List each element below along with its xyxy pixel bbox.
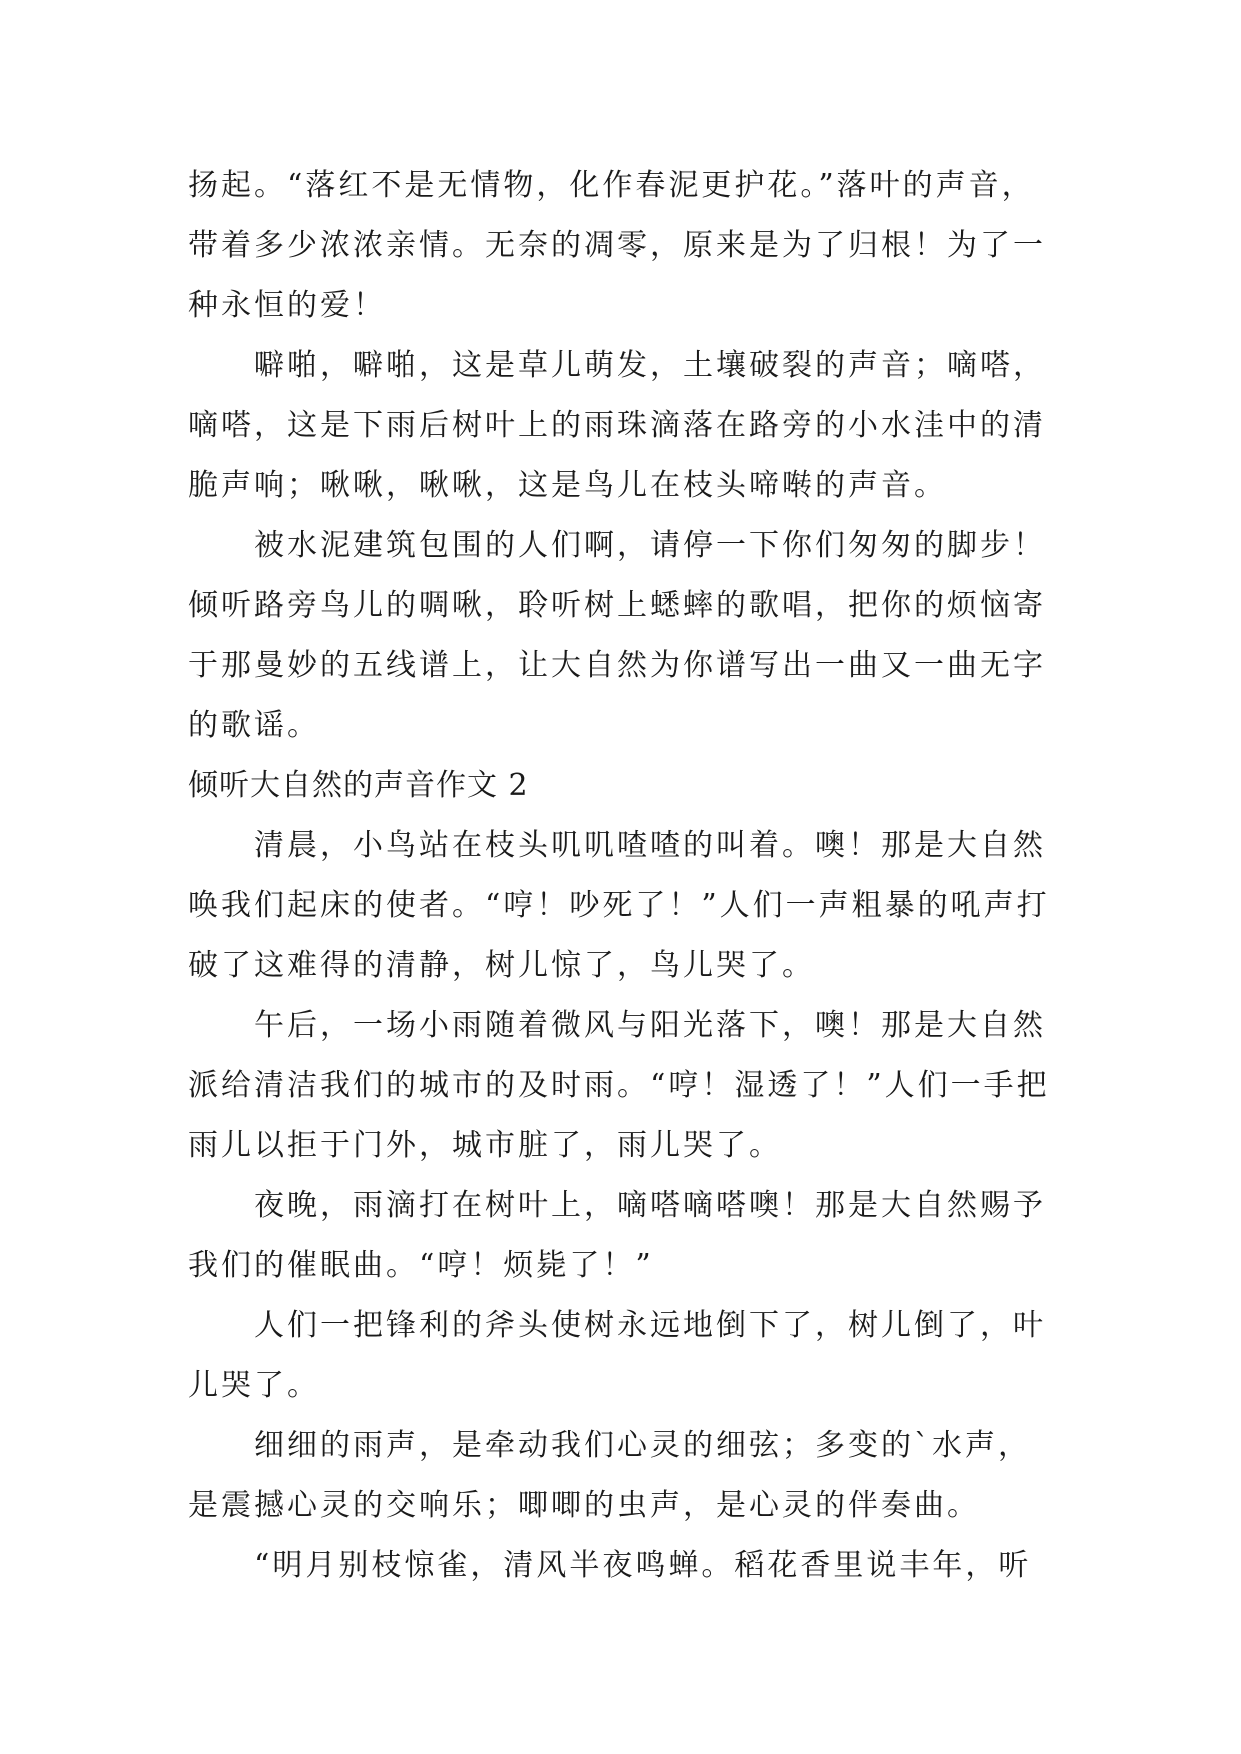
text-line: 嘀嗒，这是下雨后树叶上的雨珠滴落在路旁的小水洼中的清 xyxy=(188,408,1046,443)
text-line: 派给清洁我们的城市的及时雨。“哼！湿透了！”人们一手把 xyxy=(188,1068,1050,1103)
text-line: 细细的雨声，是牵动我们心灵的细弦；多变的`水声， xyxy=(188,1428,1031,1463)
text-line: 唤我们起床的使者。“哼！吵死了！”人们一声粗暴的吼声打 xyxy=(188,888,1050,923)
text-line: 被水泥建筑包围的人们啊，请停一下你们匆匆的脚步！ xyxy=(188,528,1046,563)
text-line: 扬起。“落红不是无情物，化作春泥更护花。”落叶的声音， xyxy=(188,168,1035,203)
text-line: 的歌谣。 xyxy=(188,708,320,743)
text-line: 带着多少浓浓亲情。无奈的凋零，原来是为了归根！为了一 xyxy=(188,228,1046,263)
text-line: 人们一把锋利的斧头使树永远地倒下了，树儿倒了，叶 xyxy=(188,1308,1046,1343)
text-line: 夜晚，雨滴打在树叶上，嘀嗒嘀嗒噢！那是大自然赐予 xyxy=(188,1188,1046,1223)
text-line: 是震撼心灵的交响乐；唧唧的虫声，是心灵的伴奏曲。 xyxy=(188,1488,980,1523)
text-line: 破了这难得的清静，树儿惊了，鸟儿哭了。 xyxy=(188,948,815,983)
text-line: 于那曼妙的五线谱上，让大自然为你谱写出一曲又一曲无字 xyxy=(188,648,1046,683)
text-line: 倾听路旁鸟儿的啁啾，聆听树上蟋蟀的歌唱，把你的烦恼寄 xyxy=(188,588,1046,623)
text-line: 午后，一场小雨随着微风与阳光落下，噢！那是大自然 xyxy=(188,1008,1046,1043)
text-line: 噼啪，噼啪，这是草儿萌发，土壤破裂的声音；嘀嗒， xyxy=(188,348,1046,383)
text-line: 种永恒的爱！ xyxy=(188,288,386,323)
text-line: “明月别枝惊雀，清风半夜鸣蝉。稻花香里说丰年，听 xyxy=(188,1548,1032,1583)
article-body xyxy=(188,156,1063,1596)
text-line: 清晨，小鸟站在枝头叽叽喳喳的叫着。噢！那是大自然 xyxy=(188,828,1046,863)
text-line: 儿哭了。 xyxy=(188,1368,320,1403)
text-line: 脆声响；啾啾，啾啾，这是鸟儿在枝头啼啭的声音。 xyxy=(188,468,947,503)
text-line: 我们的催眠曲。“哼！烦毙了！” xyxy=(188,1248,654,1283)
text-line: 雨儿以拒于门外，城市脏了，雨儿哭了。 xyxy=(188,1128,782,1163)
section-heading: 倾听大自然的声音作文 2 xyxy=(188,768,529,803)
